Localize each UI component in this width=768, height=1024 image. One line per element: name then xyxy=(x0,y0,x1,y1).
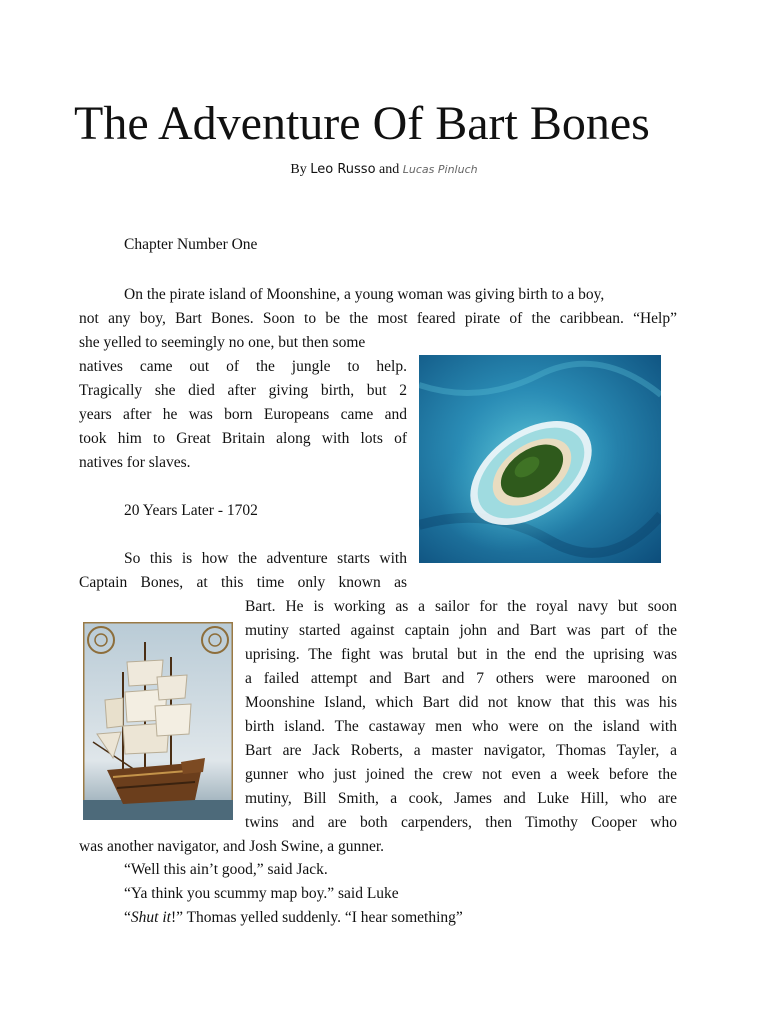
dialogue-line: “Well this ain’t good,” said Jack. xyxy=(124,861,328,878)
para2-line: Captain Bones, at this time only known as xyxy=(79,574,407,591)
dialogue-line xyxy=(124,906,463,930)
time-heading: 20 Years Later - 1702 xyxy=(124,502,258,519)
para1-line: took him to Great Britain along with lots of xyxy=(79,430,407,447)
para2-line: Bart are Jack Roberts, a master navigator, Thomas Tayler, a xyxy=(245,742,677,759)
para2-line: mutiny, Bill Smith, a cook, James and Luke Hill, who are xyxy=(245,790,677,807)
para2-line: uprising. The fight was brutal but in the end the uprising was xyxy=(245,646,677,663)
dialogue-rest: !” Thomas yelled suddenly. “I hear something” xyxy=(170,909,463,926)
para2-line: Bart. He is working as a sailor for the royal navy but soon xyxy=(245,598,677,615)
para2-line: So this is how the adventure starts with xyxy=(124,550,407,567)
byline xyxy=(0,160,768,180)
para1-line: On the pirate island of Moonshine, a young woman was giving birth to a boy, xyxy=(124,286,605,303)
quote-open: “ xyxy=(124,909,131,926)
chapter-heading: Chapter Number One xyxy=(124,236,258,253)
pirate-ship-image xyxy=(83,622,233,820)
para1-line: years after he was born Europeans came and xyxy=(79,406,407,423)
author-1: Leo Russo xyxy=(310,162,376,177)
para2-line: a failed attempt and Bart and 7 others were marooned on xyxy=(245,670,677,687)
para2-line: gunner who just joined the crew not even a week before the xyxy=(245,766,677,783)
para1-line: Tragically she died after giving birth, but 2 xyxy=(79,382,407,399)
island-aerial-image xyxy=(419,355,661,563)
para1-line: not any boy, Bart Bones. Soon to be the most feared pirate of the caribbean. “Help” xyxy=(79,310,677,327)
byline-by: By xyxy=(290,162,307,177)
para2-line: Moonshine Island, which Bart did not know that this was his xyxy=(245,694,677,711)
dialogue-line: “Ya think you scummy map boy.” said Luke xyxy=(124,885,399,902)
para1-line: she yelled to seemingly no one, but then some xyxy=(79,334,366,351)
para1-line: natives for slaves. xyxy=(79,454,191,471)
para2-line: was another navigator, and Josh Swine, a gunner. xyxy=(79,838,385,855)
document-title: The Adventure Of Bart Bones xyxy=(74,97,650,150)
para2-line: twins and are both carpenders, then Timothy Cooper who xyxy=(245,814,677,831)
para1-line: natives came out of the jungle to help. xyxy=(79,358,407,375)
para2-line: birth island. The castaway men who were on the island with xyxy=(245,718,677,735)
para2-line: mutiny started against captain john and Bart was part of the xyxy=(245,622,677,639)
byline-and: and xyxy=(379,162,400,177)
shut-it-emphasis: Shut it xyxy=(130,909,171,926)
author-2: Lucas Pinluch xyxy=(402,163,478,176)
